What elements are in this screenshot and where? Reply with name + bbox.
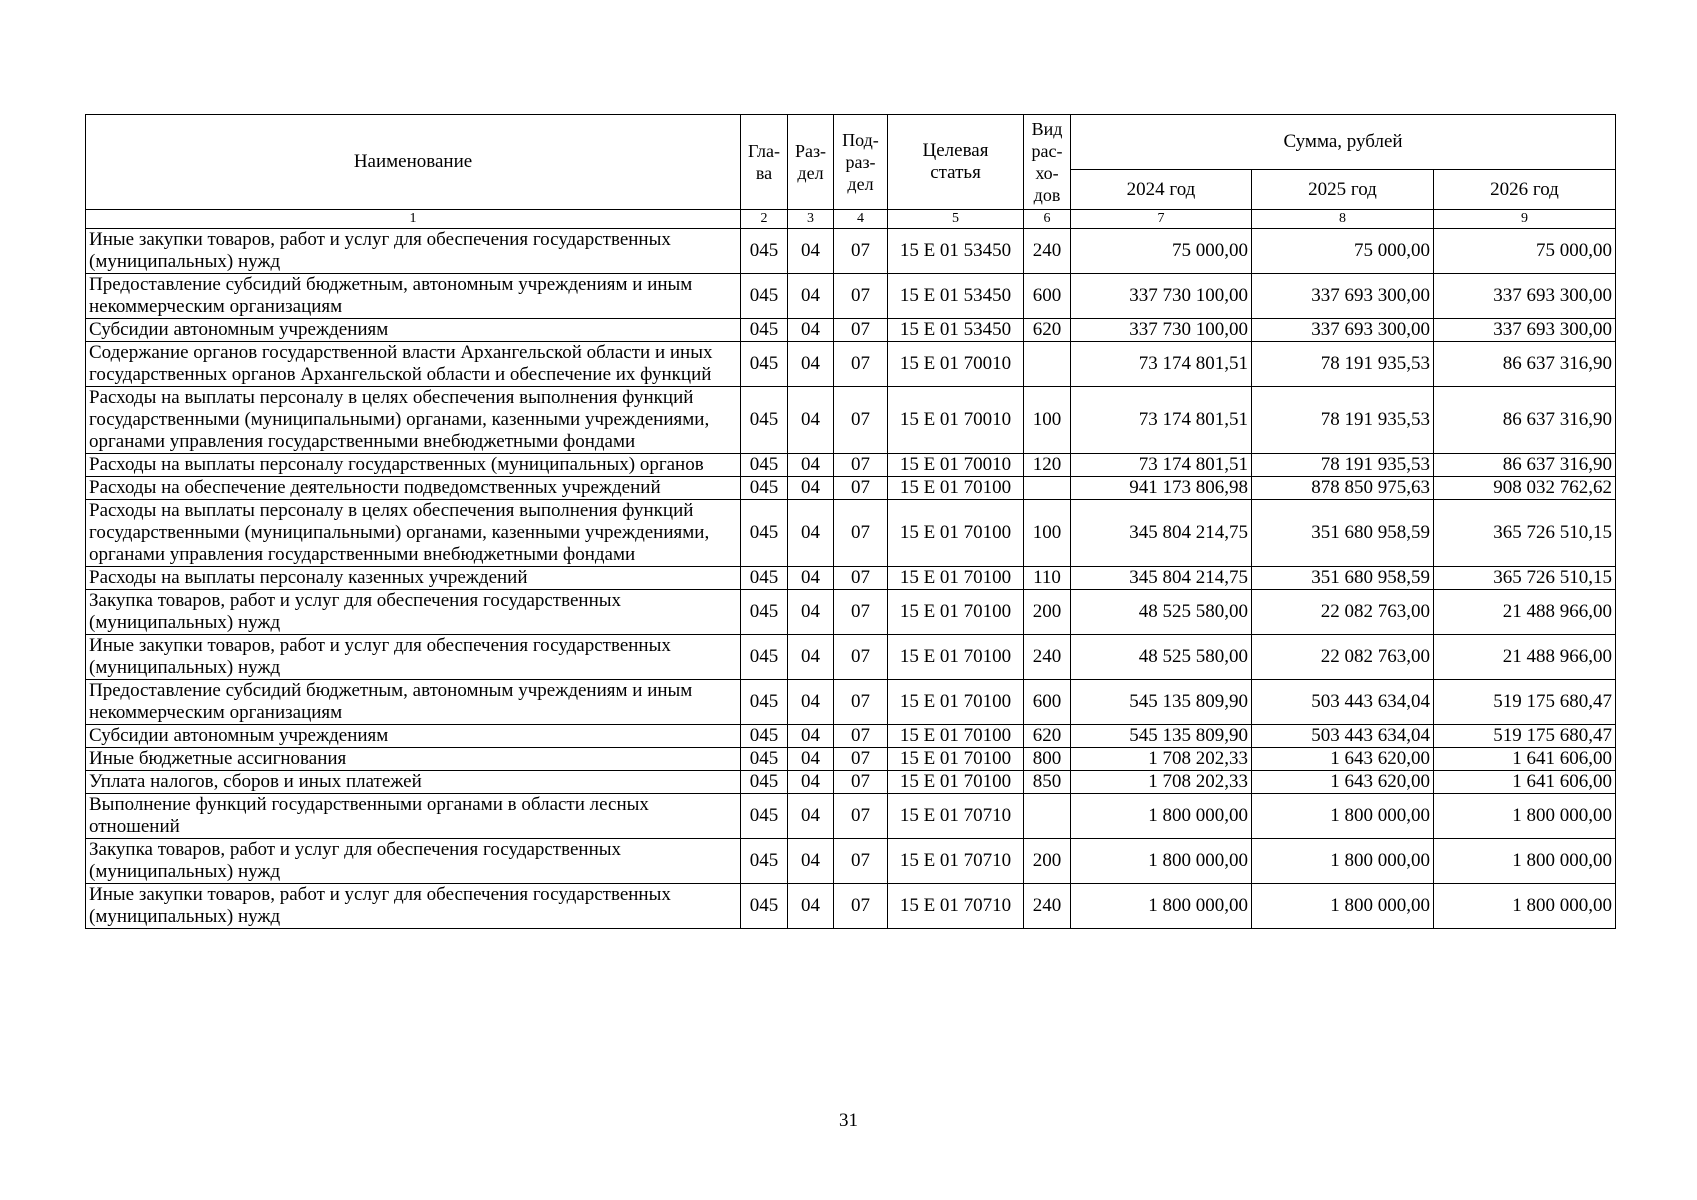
cell-vid: 600 bbox=[1024, 274, 1071, 319]
cell-podrazdel: 07 bbox=[834, 884, 888, 929]
cell-glava: 045 bbox=[741, 794, 788, 839]
cell-name: Расходы на выплаты персоналу в целях обеспечения выполнения функций государственными (муниципальными) органами, казенными учреждениями, органами управления государственными внебюджетными фондами bbox=[86, 500, 741, 567]
cell-podrazdel: 07 bbox=[834, 500, 888, 567]
cell-amount-2025: 351 680 958,59 bbox=[1252, 500, 1434, 567]
cell-amount-2025: 78 191 935,53 bbox=[1252, 454, 1434, 477]
cell-celevaya: 15 Е 01 70710 bbox=[888, 839, 1024, 884]
cell-glava: 045 bbox=[741, 725, 788, 748]
cell-podrazdel: 07 bbox=[834, 319, 888, 342]
table-row bbox=[86, 748, 1616, 771]
cell-amount-2025: 75 000,00 bbox=[1252, 229, 1434, 274]
cell-amount-2024: 337 730 100,00 bbox=[1071, 319, 1252, 342]
column-number: 7 bbox=[1071, 210, 1252, 229]
cell-amount-2026: 1 800 000,00 bbox=[1434, 839, 1616, 884]
header-year-2024: 2024 год bbox=[1071, 170, 1252, 210]
cell-podrazdel: 07 bbox=[834, 680, 888, 725]
table-row bbox=[86, 274, 1616, 319]
cell-name: Расходы на обеспечение деятельности подведомственных учреждений bbox=[86, 477, 741, 500]
cell-amount-2024: 48 525 580,00 bbox=[1071, 590, 1252, 635]
cell-celevaya: 15 Е 01 70100 bbox=[888, 748, 1024, 771]
header-vid-text: Вид рас- хо- дов bbox=[1031, 119, 1063, 205]
column-number: 4 bbox=[834, 210, 888, 229]
cell-razdel: 04 bbox=[788, 794, 834, 839]
cell-name: Предоставление субсидий бюджетным, автономным учреждениям и иным некоммерческим организациям bbox=[86, 680, 741, 725]
table-body bbox=[86, 229, 1616, 929]
cell-podrazdel: 07 bbox=[834, 590, 888, 635]
cell-amount-2025: 503 443 634,04 bbox=[1252, 680, 1434, 725]
table-row bbox=[86, 387, 1616, 454]
cell-amount-2026: 86 637 316,90 bbox=[1434, 454, 1616, 477]
table-row bbox=[86, 454, 1616, 477]
cell-razdel: 04 bbox=[788, 454, 834, 477]
cell-celevaya: 15 Е 01 70100 bbox=[888, 477, 1024, 500]
cell-amount-2026: 337 693 300,00 bbox=[1434, 274, 1616, 319]
cell-glava: 045 bbox=[741, 229, 788, 274]
cell-podrazdel: 07 bbox=[834, 454, 888, 477]
cell-celevaya: 15 Е 01 70010 bbox=[888, 342, 1024, 387]
table-row bbox=[86, 794, 1616, 839]
cell-amount-2025: 351 680 958,59 bbox=[1252, 567, 1434, 590]
cell-amount-2025: 78 191 935,53 bbox=[1252, 342, 1434, 387]
column-number: 9 bbox=[1434, 210, 1616, 229]
cell-amount-2024: 48 525 580,00 bbox=[1071, 635, 1252, 680]
cell-vid: 110 bbox=[1024, 567, 1071, 590]
header-podrazdel-text: Под- раз- дел bbox=[842, 130, 879, 194]
cell-vid bbox=[1024, 342, 1071, 387]
cell-podrazdel: 07 bbox=[834, 794, 888, 839]
cell-podrazdel: 07 bbox=[834, 477, 888, 500]
cell-razdel: 04 bbox=[788, 567, 834, 590]
header-summa: Сумма, рублей bbox=[1071, 115, 1616, 170]
cell-name: Иные закупки товаров, работ и услуг для обеспечения государственных (муниципальных) нужд bbox=[86, 884, 741, 929]
cell-amount-2025: 1 800 000,00 bbox=[1252, 839, 1434, 884]
cell-amount-2025: 1 643 620,00 bbox=[1252, 771, 1434, 794]
cell-celevaya: 15 Е 01 70010 bbox=[888, 454, 1024, 477]
cell-razdel: 04 bbox=[788, 590, 834, 635]
cell-razdel: 04 bbox=[788, 748, 834, 771]
cell-amount-2026: 1 641 606,00 bbox=[1434, 748, 1616, 771]
table-row bbox=[86, 590, 1616, 635]
header-razdel bbox=[788, 115, 834, 210]
cell-celevaya: 15 Е 01 70100 bbox=[888, 635, 1024, 680]
column-number: 1 bbox=[86, 210, 741, 229]
cell-glava: 045 bbox=[741, 680, 788, 725]
cell-amount-2024: 1 800 000,00 bbox=[1071, 839, 1252, 884]
cell-vid: 600 bbox=[1024, 680, 1071, 725]
cell-amount-2026: 86 637 316,90 bbox=[1434, 342, 1616, 387]
cell-vid: 200 bbox=[1024, 590, 1071, 635]
cell-amount-2024: 345 804 214,75 bbox=[1071, 500, 1252, 567]
cell-glava: 045 bbox=[741, 387, 788, 454]
cell-amount-2024: 1 800 000,00 bbox=[1071, 884, 1252, 929]
table-row bbox=[86, 839, 1616, 884]
cell-podrazdel: 07 bbox=[834, 748, 888, 771]
cell-podrazdel: 07 bbox=[834, 274, 888, 319]
page-number: 31 bbox=[839, 1110, 858, 1131]
cell-celevaya: 15 Е 01 70100 bbox=[888, 590, 1024, 635]
cell-glava: 045 bbox=[741, 477, 788, 500]
cell-vid: 850 bbox=[1024, 771, 1071, 794]
cell-podrazdel: 07 bbox=[834, 771, 888, 794]
cell-celevaya: 15 Е 01 70100 bbox=[888, 680, 1024, 725]
cell-podrazdel: 07 bbox=[834, 387, 888, 454]
header-glava bbox=[741, 115, 788, 210]
cell-amount-2024: 941 173 806,98 bbox=[1071, 477, 1252, 500]
cell-name: Закупка товаров, работ и услуг для обеспечения государственных (муниципальных) нужд bbox=[86, 839, 741, 884]
cell-glava: 045 bbox=[741, 839, 788, 884]
cell-name: Иные закупки товаров, работ и услуг для обеспечения государственных (муниципальных) нужд bbox=[86, 635, 741, 680]
cell-amount-2025: 22 082 763,00 bbox=[1252, 590, 1434, 635]
cell-amount-2025: 503 443 634,04 bbox=[1252, 725, 1434, 748]
cell-amount-2026: 365 726 510,15 bbox=[1434, 500, 1616, 567]
cell-celevaya: 15 Е 01 70100 bbox=[888, 567, 1024, 590]
cell-razdel: 04 bbox=[788, 680, 834, 725]
cell-podrazdel: 07 bbox=[834, 635, 888, 680]
cell-glava: 045 bbox=[741, 771, 788, 794]
cell-amount-2026: 337 693 300,00 bbox=[1434, 319, 1616, 342]
table-row bbox=[86, 342, 1616, 387]
cell-name: Предоставление субсидий бюджетным, автономным учреждениям и иным некоммерческим организациям bbox=[86, 274, 741, 319]
table-row bbox=[86, 725, 1616, 748]
table-row bbox=[86, 884, 1616, 929]
cell-glava: 045 bbox=[741, 319, 788, 342]
cell-vid: 620 bbox=[1024, 319, 1071, 342]
cell-name: Выполнение функций государственными органами в области лесных отношений bbox=[86, 794, 741, 839]
cell-podrazdel: 07 bbox=[834, 839, 888, 884]
cell-amount-2025: 1 800 000,00 bbox=[1252, 884, 1434, 929]
cell-amount-2026: 21 488 966,00 bbox=[1434, 590, 1616, 635]
cell-glava: 045 bbox=[741, 342, 788, 387]
header-year-2025: 2025 год bbox=[1252, 170, 1434, 210]
cell-razdel: 04 bbox=[788, 635, 834, 680]
cell-amount-2024: 545 135 809,90 bbox=[1071, 680, 1252, 725]
cell-vid: 620 bbox=[1024, 725, 1071, 748]
cell-celevaya: 15 Е 01 53450 bbox=[888, 319, 1024, 342]
column-number: 8 bbox=[1252, 210, 1434, 229]
cell-amount-2026: 519 175 680,47 bbox=[1434, 680, 1616, 725]
cell-amount-2024: 73 174 801,51 bbox=[1071, 454, 1252, 477]
cell-amount-2026: 75 000,00 bbox=[1434, 229, 1616, 274]
cell-razdel: 04 bbox=[788, 725, 834, 748]
cell-amount-2025: 22 082 763,00 bbox=[1252, 635, 1434, 680]
header-vid bbox=[1024, 115, 1071, 210]
table-row bbox=[86, 567, 1616, 590]
cell-name: Закупка товаров, работ и услуг для обеспечения государственных (муниципальных) нужд bbox=[86, 590, 741, 635]
cell-glava: 045 bbox=[741, 748, 788, 771]
table-row bbox=[86, 500, 1616, 567]
cell-amount-2026: 21 488 966,00 bbox=[1434, 635, 1616, 680]
cell-podrazdel: 07 bbox=[834, 229, 888, 274]
cell-celevaya: 15 Е 01 70710 bbox=[888, 794, 1024, 839]
cell-glava: 045 bbox=[741, 274, 788, 319]
cell-name: Субсидии автономным учреждениям bbox=[86, 319, 741, 342]
cell-amount-2024: 337 730 100,00 bbox=[1071, 274, 1252, 319]
cell-razdel: 04 bbox=[788, 387, 834, 454]
cell-amount-2024: 73 174 801,51 bbox=[1071, 387, 1252, 454]
cell-celevaya: 15 Е 01 53450 bbox=[888, 229, 1024, 274]
cell-vid: 120 bbox=[1024, 454, 1071, 477]
cell-razdel: 04 bbox=[788, 229, 834, 274]
cell-razdel: 04 bbox=[788, 342, 834, 387]
header-glava-text: Гла- ва bbox=[747, 141, 781, 183]
cell-vid bbox=[1024, 477, 1071, 500]
cell-amount-2025: 337 693 300,00 bbox=[1252, 319, 1434, 342]
cell-name: Расходы на выплаты персоналу государственных (муниципальных) органов bbox=[86, 454, 741, 477]
header-razdel-text: Раз- дел bbox=[794, 141, 827, 183]
header-podrazdel bbox=[834, 115, 888, 210]
cell-razdel: 04 bbox=[788, 319, 834, 342]
cell-vid: 200 bbox=[1024, 839, 1071, 884]
cell-vid bbox=[1024, 794, 1071, 839]
cell-podrazdel: 07 bbox=[834, 567, 888, 590]
table-row bbox=[86, 680, 1616, 725]
column-number: 3 bbox=[788, 210, 834, 229]
column-number: 2 bbox=[741, 210, 788, 229]
header-name: Наименование bbox=[86, 115, 741, 210]
cell-amount-2026: 86 637 316,90 bbox=[1434, 387, 1616, 454]
cell-glava: 045 bbox=[741, 500, 788, 567]
cell-celevaya: 15 Е 01 70100 bbox=[888, 771, 1024, 794]
column-number-row bbox=[86, 210, 1616, 229]
cell-glava: 045 bbox=[741, 635, 788, 680]
cell-glava: 045 bbox=[741, 567, 788, 590]
cell-razdel: 04 bbox=[788, 477, 834, 500]
cell-celevaya: 15 Е 01 53450 bbox=[888, 274, 1024, 319]
cell-amount-2024: 73 174 801,51 bbox=[1071, 342, 1252, 387]
cell-amount-2026: 1 800 000,00 bbox=[1434, 884, 1616, 929]
cell-name: Иные бюджетные ассигнования bbox=[86, 748, 741, 771]
cell-celevaya: 15 Е 01 70100 bbox=[888, 725, 1024, 748]
cell-vid: 800 bbox=[1024, 748, 1071, 771]
cell-celevaya: 15 Е 01 70100 bbox=[888, 500, 1024, 567]
cell-amount-2026: 1 641 606,00 bbox=[1434, 771, 1616, 794]
cell-name: Субсидии автономным учреждениям bbox=[86, 725, 741, 748]
cell-razdel: 04 bbox=[788, 884, 834, 929]
cell-vid: 240 bbox=[1024, 884, 1071, 929]
cell-glava: 045 bbox=[741, 590, 788, 635]
cell-razdel: 04 bbox=[788, 839, 834, 884]
header-celevaya bbox=[888, 115, 1024, 210]
cell-amount-2024: 75 000,00 bbox=[1071, 229, 1252, 274]
cell-amount-2024: 1 708 202,33 bbox=[1071, 748, 1252, 771]
cell-vid: 100 bbox=[1024, 500, 1071, 567]
column-number: 5 bbox=[888, 210, 1024, 229]
cell-name: Расходы на выплаты персоналу казенных учреждений bbox=[86, 567, 741, 590]
cell-amount-2026: 908 032 762,62 bbox=[1434, 477, 1616, 500]
cell-podrazdel: 07 bbox=[834, 725, 888, 748]
cell-razdel: 04 bbox=[788, 500, 834, 567]
cell-glava: 045 bbox=[741, 884, 788, 929]
cell-amount-2025: 1 800 000,00 bbox=[1252, 794, 1434, 839]
cell-podrazdel: 07 bbox=[834, 342, 888, 387]
cell-vid: 100 bbox=[1024, 387, 1071, 454]
cell-amount-2026: 365 726 510,15 bbox=[1434, 567, 1616, 590]
cell-amount-2026: 1 800 000,00 bbox=[1434, 794, 1616, 839]
cell-name: Иные закупки товаров, работ и услуг для обеспечения государственных (муниципальных) нужд bbox=[86, 229, 741, 274]
table-row bbox=[86, 319, 1616, 342]
column-number: 6 bbox=[1024, 210, 1071, 229]
cell-razdel: 04 bbox=[788, 771, 834, 794]
cell-amount-2025: 78 191 935,53 bbox=[1252, 387, 1434, 454]
table-row bbox=[86, 635, 1616, 680]
cell-amount-2025: 1 643 620,00 bbox=[1252, 748, 1434, 771]
cell-amount-2026: 519 175 680,47 bbox=[1434, 725, 1616, 748]
cell-celevaya: 15 Е 01 70010 bbox=[888, 387, 1024, 454]
cell-name: Содержание органов государственной власти Архангельской области и иных государственных органов Архангельской области и обеспечение их функций bbox=[86, 342, 741, 387]
table-row bbox=[86, 477, 1616, 500]
cell-name: Расходы на выплаты персоналу в целях обеспечения выполнения функций государственными (муниципальными) органами, казенными учреждениями, органами управления государственными внебюджетными фондами bbox=[86, 387, 741, 454]
cell-amount-2025: 337 693 300,00 bbox=[1252, 274, 1434, 319]
header-celevaya-text: Целевая статья bbox=[922, 140, 989, 183]
cell-vid: 240 bbox=[1024, 229, 1071, 274]
table-row bbox=[86, 771, 1616, 794]
budget-table bbox=[85, 114, 1616, 929]
cell-amount-2024: 1 800 000,00 bbox=[1071, 794, 1252, 839]
cell-glava: 045 bbox=[741, 454, 788, 477]
cell-name: Уплата налогов, сборов и иных платежей bbox=[86, 771, 741, 794]
cell-vid: 240 bbox=[1024, 635, 1071, 680]
table-row bbox=[86, 229, 1616, 274]
header-year-2026: 2026 год bbox=[1434, 170, 1616, 210]
cell-amount-2024: 345 804 214,75 bbox=[1071, 567, 1252, 590]
cell-celevaya: 15 Е 01 70710 bbox=[888, 884, 1024, 929]
cell-amount-2024: 1 708 202,33 bbox=[1071, 771, 1252, 794]
cell-razdel: 04 bbox=[788, 274, 834, 319]
cell-amount-2025: 878 850 975,63 bbox=[1252, 477, 1434, 500]
cell-amount-2024: 545 135 809,90 bbox=[1071, 725, 1252, 748]
